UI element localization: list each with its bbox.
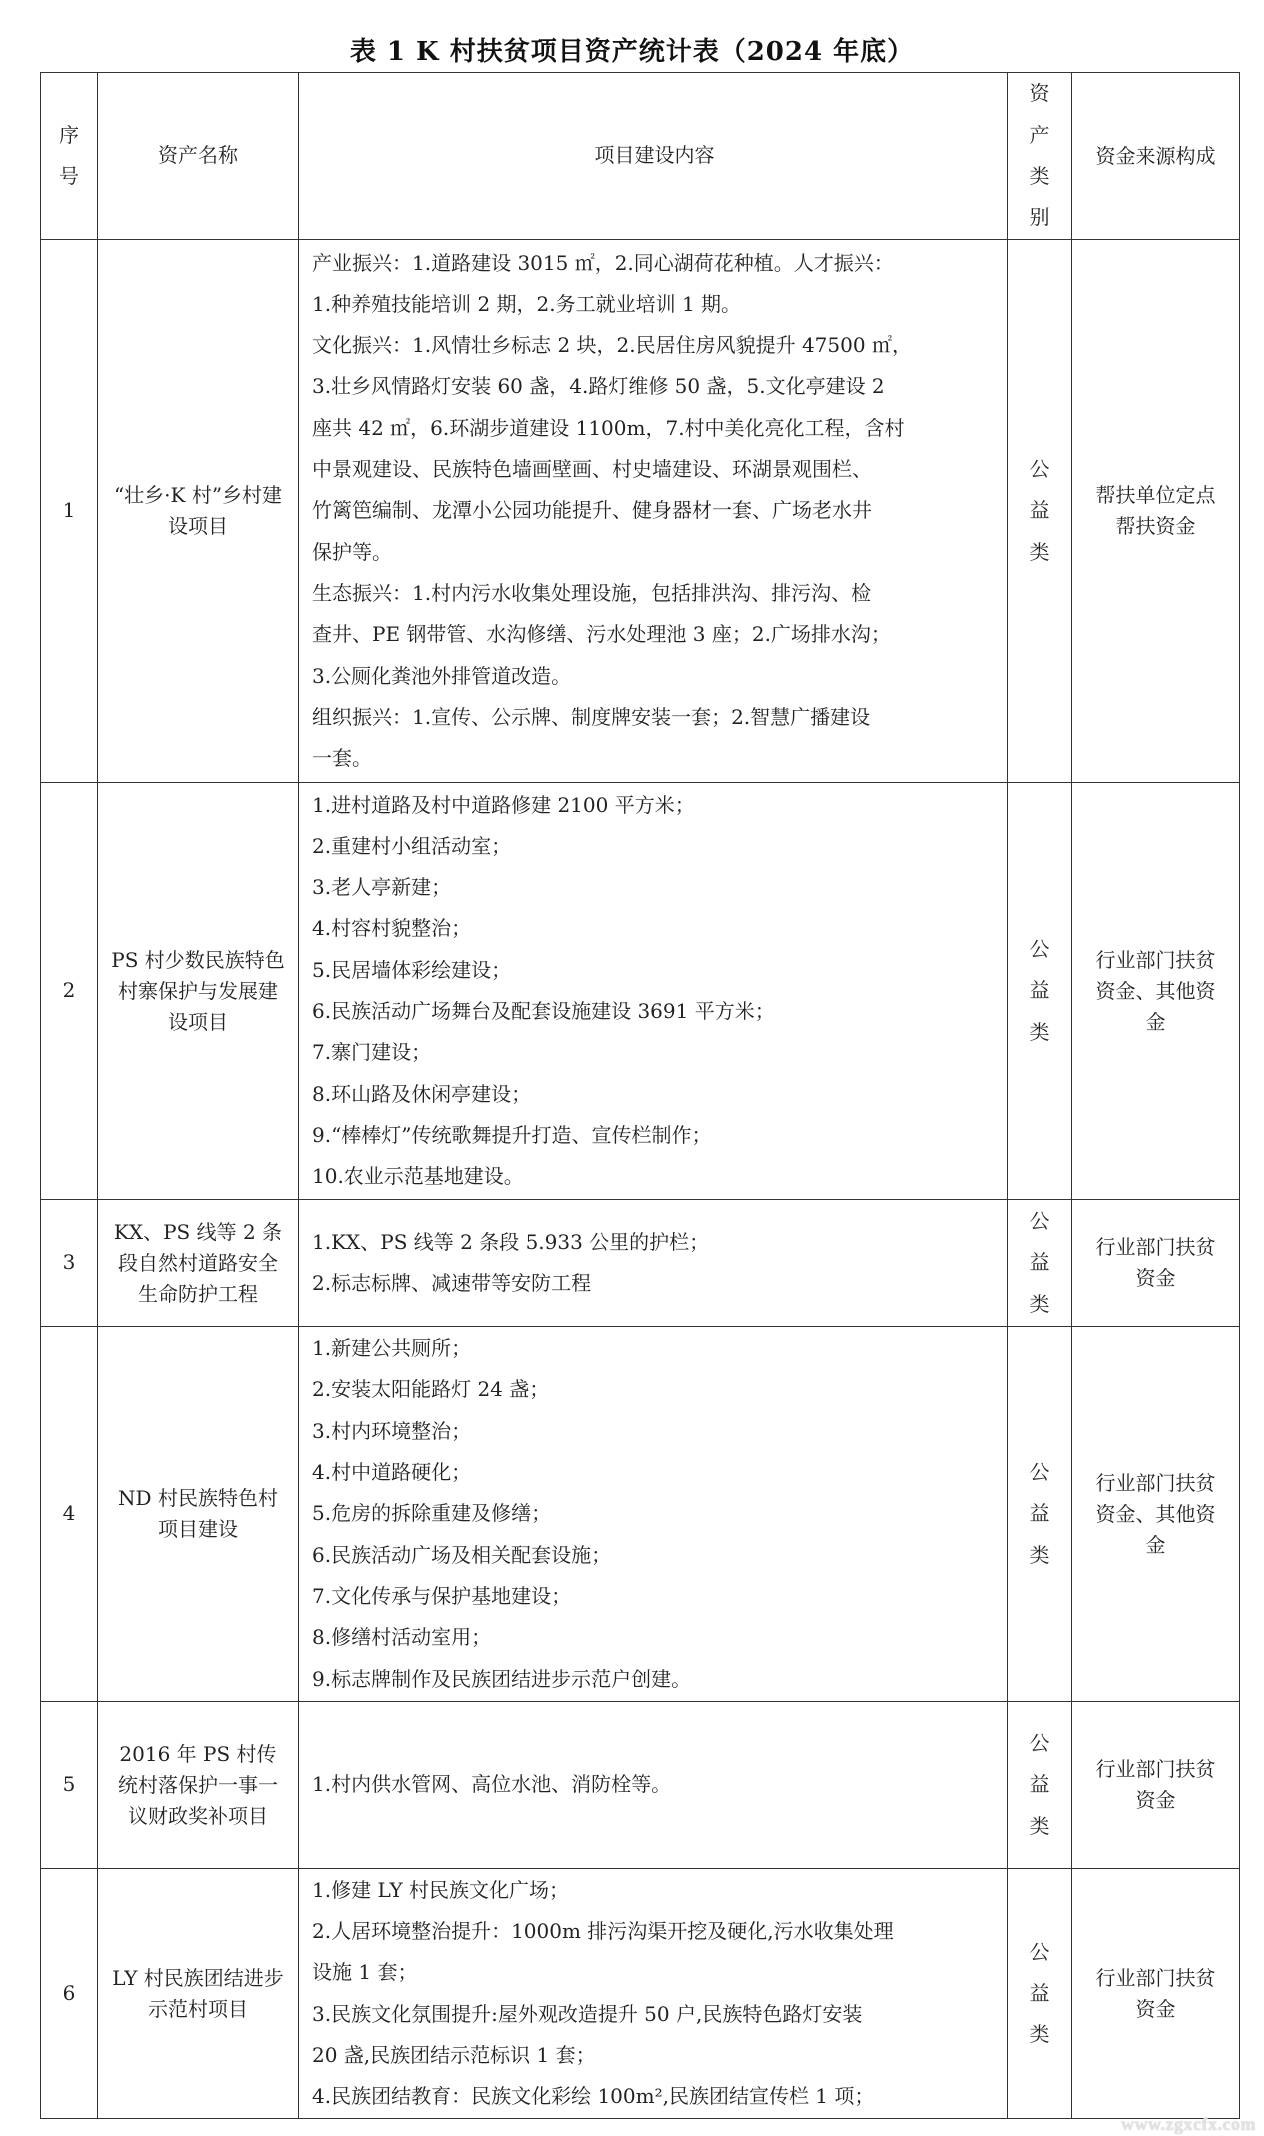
table-row [41,1200,1240,1327]
header-asset-type [1008,73,1072,240]
asset-type-char: 公 [1029,1209,1050,1234]
asset-type-char: 益 [1029,978,1050,1003]
asset-type-char: 类 [1029,1291,1050,1316]
asset-type-char: 公 [1029,1731,1050,1756]
content-line: 4.民族团结教育：民族文化彩绘 100m²,民族团结宣传栏 1 项； [312,2084,875,2109]
table-row [41,1327,1240,1702]
asset-type-char: 益 [1029,498,1050,523]
asset-type-char: 类 [1029,539,1050,564]
content-line: 查井、PE 钢带管、水沟修缮、污水处理池 3 座；2.广场排水沟； [312,622,891,647]
content-line: 9.“棒棒灯”传统歌舞提升打造、宣传栏制作； [312,1122,712,1147]
content-line: 20 盏,民族团结示范标识 1 套； [312,2042,596,2067]
content-line: 1.种养殖技能培训 2 期，2.务工就业培训 1 期。 [312,291,742,316]
asset-type-char: 类 [1029,1813,1050,1838]
content-line: 1.修建 LY 村民族文化广场； [312,1877,570,1902]
content-line: 7.文化传承与保护基地建设； [312,1583,572,1608]
row-index: 1 [41,240,98,783]
asset-name [98,1702,299,1869]
table-row [41,1869,1240,2119]
fund-source-text: 帮扶单位定点帮扶资金 [1095,483,1216,538]
content-line: 9.标志牌制作及民族团结进步示范户创建。 [312,1666,692,1691]
row-index: 5 [41,1702,98,1869]
fund-source [1072,783,1240,1200]
asset-type-char: 公 [1029,1460,1050,1485]
asset-statistics-table [40,72,1240,2119]
content-line: 10.农业示范基地建设。 [312,1164,524,1189]
content-line: 6.民族活动广场舞台及配套设施建设 3691 平方米； [312,999,775,1023]
row-index: 4 [41,1327,98,1702]
header-asset-name: 资产名称 [98,73,299,240]
content-line: 竹篱笆编制、龙潭小公园功能提升、健身器材一套、广场老水井 [312,498,872,523]
table-row [41,240,1240,783]
asset-type [1008,1702,1072,1869]
row-index: 6 [41,1869,98,2119]
fund-source [1072,1327,1240,1702]
table-row [41,783,1240,1200]
asset-type-char: 类 [1029,1019,1050,1044]
header-type-char: 类 [1029,164,1050,188]
content-line: 1.KX、PS 线等 2 条段 5.933 公里的护栏； [312,1229,710,1254]
content-line: 2.标志标牌、减速带等安防工程 [312,1271,592,1295]
asset-name [98,783,299,1200]
asset-name-text: 2016 年 PS 村传统村落保护一事一议财政奖补项目 [118,1741,278,1828]
asset-type-char: 益 [1029,1250,1050,1275]
content-line: 8.修缮村活动室用； [312,1625,492,1650]
asset-type-char: 益 [1029,1501,1050,1526]
asset-name-text: “壮乡·K 村”乡村建设项目 [113,483,283,538]
content-line: 4.村中道路硬化； [312,1460,472,1485]
asset-name [98,240,299,783]
fund-source-text: 行业部门扶贫资金 [1095,1965,1216,2021]
content-line: 设施 1 套； [312,1960,418,1985]
fund-source-text: 行业部门扶贫资金 [1095,1235,1216,1290]
content-line: 4.村容村貌整治； [312,916,472,941]
asset-type-char: 类 [1029,1542,1050,1567]
fund-source [1072,240,1240,783]
table-title: 表 1 K 村扶贫项目资产统计表（2024 年底） [349,37,915,67]
site-watermark: www.zgxcfx.com [1121,2114,1256,2134]
content-line: 2.安装太阳能路灯 24 盏； [312,1377,550,1402]
header-index-char: 号 [59,164,79,188]
header-index [41,73,98,240]
table-row [41,1702,1240,1869]
asset-type [1008,783,1072,1200]
fund-source-text: 行业部门扶贫资金、其他资金 [1095,947,1216,1034]
content-line: 2.重建村小组活动室； [312,833,512,858]
asset-type-char: 公 [1029,457,1050,482]
fund-source [1072,1869,1240,2119]
content-line: 一套。 [312,746,372,771]
content-line: 6.民族活动广场及相关配套设施； [312,1542,612,1567]
construction-content [299,1702,1008,1869]
construction-content [299,1327,1008,1702]
content-line: 1.新建公共厕所； [312,1336,472,1361]
asset-name-text: PS 村少数民族特色村寨保护与发展建设项目 [111,947,285,1034]
header-fund-source: 资金来源构成 [1072,73,1240,240]
fund-source [1072,1702,1240,1869]
asset-type [1008,240,1072,783]
content-line: 文化振兴：1.风情壮乡标志 2 块，2.民居住房风貌提升 47500 ㎡， [312,333,912,358]
content-line: 中景观建设、民族特色墙画壁画、村史墙建设、环湖景观围栏、 [312,457,872,482]
content-line: 7.寨门建设； [312,1040,432,1065]
construction-content [299,1200,1008,1327]
content-line: 8.环山路及休闲亭建设； [312,1081,532,1106]
asset-name-text: LY 村民族团结进步示范村项目 [112,1965,284,2021]
content-line: 3.村内环境整治； [312,1418,472,1443]
content-line: 2.人居环境整治提升：1000m 排污沟渠开挖及硬化,污水收集处理 [312,1918,894,1943]
content-line: 座共 42 ㎡，6.环湖步道建设 1100m，7.村中美化亮化工程，含村 [312,415,905,440]
content-line: 组织振兴：1.宣传、公示牌、制度牌安装一套；2.智慧广播建设 [312,704,871,729]
header-row [41,73,1240,240]
asset-name [98,1327,299,1702]
construction-content [299,240,1008,783]
asset-type-char: 公 [1029,1939,1050,1964]
content-line: 5.危房的拆除重建及修缮； [312,1501,552,1526]
content-line: 3.老人亭新建； [312,875,452,900]
asset-name-text: ND 村民族特色村项目建设 [118,1486,278,1541]
asset-type [1008,1327,1072,1702]
asset-type [1008,1869,1072,2119]
content-line: 3.公厕化粪池外排管道改造。 [312,663,572,688]
asset-type-char: 益 [1029,1980,1050,2005]
row-index: 3 [41,1200,98,1327]
asset-type-char: 类 [1029,2022,1050,2047]
construction-content [299,783,1008,1200]
header-content: 项目建设内容 [299,73,1008,240]
header-type-char: 产 [1029,122,1050,147]
asset-name [98,1869,299,2119]
asset-type-char: 公 [1029,937,1050,962]
content-line: 3.民族文化氛围提升:屋外观改造提升 50 户,民族特色路灯安装 [312,2001,863,2026]
header-index-char: 序 [59,122,79,147]
fund-source [1072,1200,1240,1327]
fund-source-text: 行业部门扶贫资金、其他资金 [1095,1470,1216,1557]
asset-name [98,1200,299,1327]
content-line: 1.进村道路及村中道路修建 2100 平方米； [312,792,695,817]
content-line: 保护等。 [312,539,392,564]
content-line: 1.村内供水管网、高位水池、消防栓等。 [312,1772,672,1797]
asset-type-char: 益 [1029,1772,1050,1797]
content-line: 生态振兴：1.村内污水收集处理设施，包括排洪沟、排污沟、检 [312,580,872,605]
content-line: 5.民居墙体彩绘建设； [312,957,512,982]
construction-content [299,1869,1008,2119]
row-index: 2 [41,783,98,1200]
fund-source-text: 行业部门扶贫资金 [1095,1757,1216,1812]
content-line: 3.壮乡风情路灯安装 60 盏，4.路灯维修 50 盏，5.文化亭建设 2 [312,374,885,399]
asset-name-text: KX、PS 线等 2 条段自然村道路安全生命防护工程 [113,1219,283,1306]
asset-type [1008,1200,1072,1327]
header-type-char: 别 [1029,205,1050,230]
content-line: 产业振兴：1.道路建设 3015 ㎡，2.同心湖荷花种植。人才振兴： [312,250,894,275]
header-type-char: 资 [1029,81,1050,106]
